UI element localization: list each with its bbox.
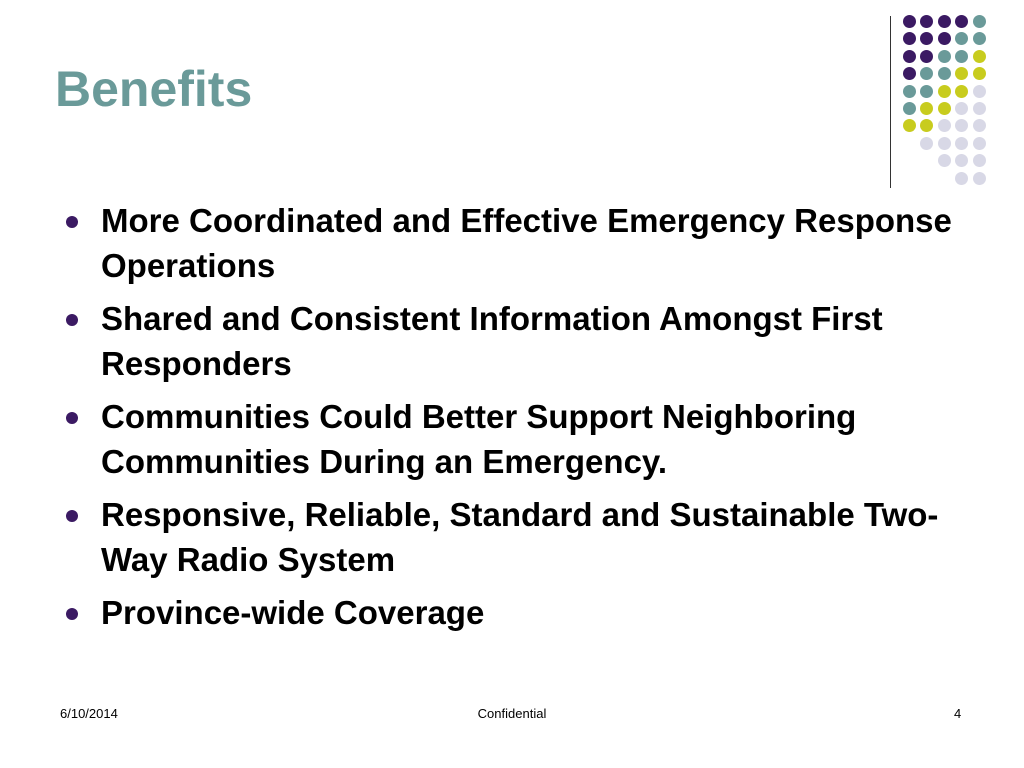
decorative-dot xyxy=(973,154,986,167)
decorative-dot xyxy=(955,119,968,132)
footer-date: 6/10/2014 xyxy=(60,706,118,721)
decorative-dot xyxy=(903,32,916,45)
decorative-dot xyxy=(920,137,933,150)
decorative-dot xyxy=(955,15,968,28)
decorative-divider-line xyxy=(890,16,891,188)
decorative-dot xyxy=(955,32,968,45)
decorative-dot xyxy=(973,102,986,115)
decorative-dot xyxy=(920,102,933,115)
bullet-item xyxy=(60,590,960,635)
decorative-dot xyxy=(903,67,916,80)
decorative-dot xyxy=(938,102,951,115)
decorative-dot xyxy=(955,50,968,63)
bullet-text: Province-wide Coverage xyxy=(101,594,485,631)
decorative-dot xyxy=(938,85,951,98)
bullet-dot-icon xyxy=(66,608,78,620)
footer-confidential: Confidential xyxy=(477,706,547,721)
decorative-dot xyxy=(955,172,968,185)
decorative-dot xyxy=(903,85,916,98)
decorative-dot xyxy=(920,119,933,132)
bullet-text: Shared and Consistent Information Amongst First Responders xyxy=(101,300,883,382)
bullet-dot-icon xyxy=(66,510,78,522)
decorative-dot xyxy=(955,102,968,115)
bullet-dot-icon xyxy=(66,216,78,228)
footer-page-number: 4 xyxy=(954,706,962,721)
decorative-dot xyxy=(920,50,933,63)
decorative-dot xyxy=(903,50,916,63)
bullet-dot-icon xyxy=(66,314,78,326)
decorative-dot xyxy=(903,102,916,115)
decorative-dot xyxy=(938,154,951,167)
decorative-dot xyxy=(903,119,916,132)
slide-title: Benefits xyxy=(55,61,253,117)
decorative-dot xyxy=(973,172,986,185)
bullet-text: Responsive, Reliable, Standard and Sustainable Two-Way Radio System xyxy=(101,496,939,578)
bullet-item xyxy=(60,394,960,484)
bullet-item xyxy=(60,198,960,288)
decorative-dot xyxy=(955,67,968,80)
decorative-dot xyxy=(973,137,986,150)
decorative-dot xyxy=(938,32,951,45)
decorative-dot xyxy=(938,67,951,80)
bullet-text: More Coordinated and Effective Emergency Response Operations xyxy=(101,202,952,284)
decorative-dot xyxy=(903,15,916,28)
bullet-item xyxy=(60,296,960,386)
decorative-dot xyxy=(920,67,933,80)
decorative-dot xyxy=(920,85,933,98)
decorative-dot xyxy=(973,15,986,28)
bullet-item xyxy=(60,492,960,582)
decorative-dot xyxy=(973,32,986,45)
bullet-dot-icon xyxy=(66,412,78,424)
decorative-dot xyxy=(938,119,951,132)
decorative-dot xyxy=(973,50,986,63)
decorative-dot xyxy=(955,137,968,150)
decorative-dot xyxy=(938,137,951,150)
decorative-dot-grid xyxy=(903,15,993,190)
bullet-text: Communities Could Better Support Neighboring Communities During an Emergency. xyxy=(101,398,857,480)
decorative-dot xyxy=(973,67,986,80)
decorative-dot xyxy=(938,50,951,63)
decorative-dot xyxy=(955,154,968,167)
bullet-list xyxy=(60,198,960,643)
decorative-dot xyxy=(920,32,933,45)
decorative-dot xyxy=(938,15,951,28)
decorative-dot xyxy=(973,85,986,98)
decorative-dot xyxy=(955,85,968,98)
decorative-dot xyxy=(973,119,986,132)
decorative-dot xyxy=(920,15,933,28)
